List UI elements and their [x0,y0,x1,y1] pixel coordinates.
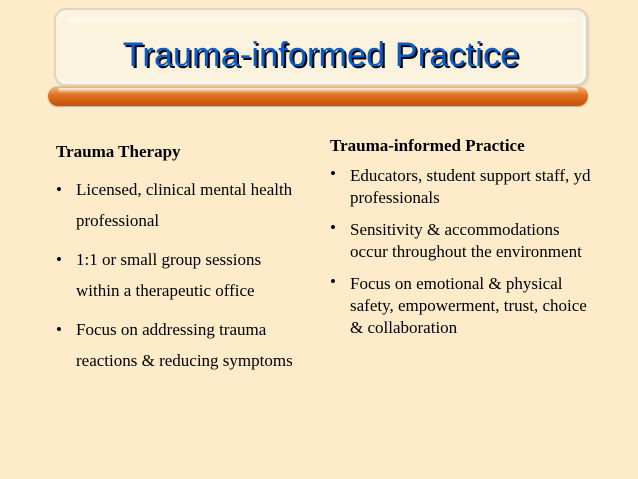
accent-bar [48,86,588,106]
title-box [54,8,588,86]
left-column [56,142,306,384]
right-column-heading: Trauma-informed Practice [330,136,525,155]
right-bullet-1: • Educators, student support staff, yd professionals [330,165,600,209]
left-column-heading: Trauma Therapy [56,142,181,161]
right-column [330,136,600,349]
slide-title: Trauma-informed Practice [122,36,520,74]
left-bullet-2: • 1:1 or small group sessions within a therapeutic office [56,244,306,306]
left-bullet-1: • Licensed, clinical mental health professional [56,174,306,236]
left-bullet-3: • Focus on addressing trauma reactions & reducing symptoms [56,314,306,376]
right-bullet-2: • Sensitivity & accommodations occur throughout the environment [330,219,600,263]
right-bullet-3: • Focus on emotional & physical safety, empowerment, trust, choice & collaboration [330,273,600,339]
right-bullet-list [330,165,600,339]
left-bullet-list [56,174,306,376]
